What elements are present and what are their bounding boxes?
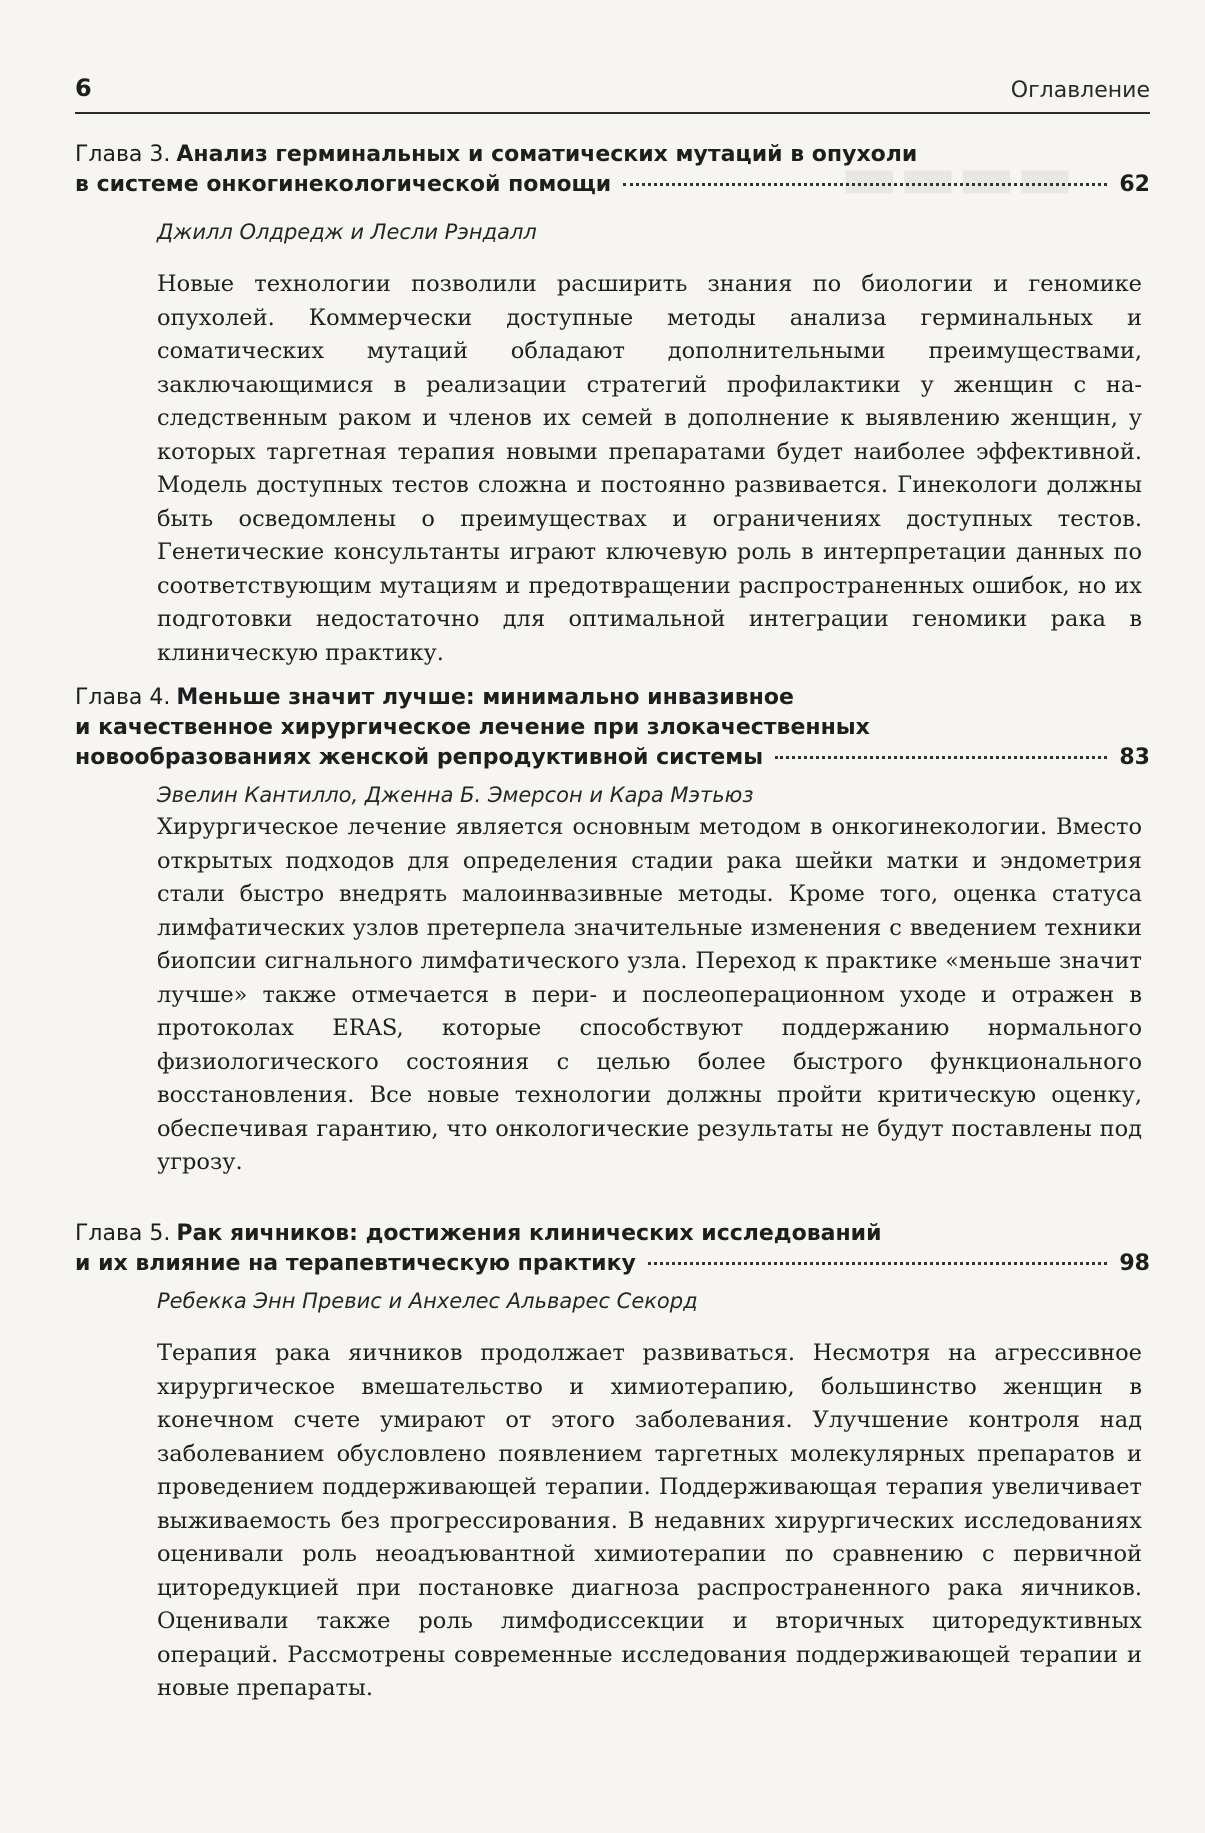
chapter-authors: Ребекка Энн Превис и Анхелес Альварес Секорд (157, 1289, 698, 1313)
chapter-title (75, 683, 1150, 773)
chapter-page-number: 62 (1119, 172, 1150, 197)
chapter-title-line: и их влияние на терапевтическую практику (75, 1251, 636, 1276)
toc-entry-chapter-5 (75, 1219, 1150, 1706)
chapter-title-line: новообразованиях женской репродуктивной системы (75, 745, 764, 770)
chapter-title-line: и качественное хирургическое лечение при злокачественных (75, 715, 870, 740)
chapter-label: Глава 4. (75, 685, 171, 710)
chapter-abstract: Терапия рака яичников продолжает развиваться. Несмотря на агрессивное хирургическое вмешательство и химиотерапию, большинство женщин в конечном счете умирают от этого заболевания. Улучшение контроля над заболеванием обусловлено появлением таргетных молекулярных препаратов и проведением поддерживающей терапии. Поддерживающая терапия увеличивает выживаемость без прогрессирования. В недавних хирургических исследованиях оценивали роль неоадъювантной химиотерапии по сравнению с первичной циторедукцией при постановке диагноза распространенного рака яичников. Оценивали также роль лимфодиссекции и вторичных циторедуктивных операций. Рассмотрены современные исследования поддерживающей терапии и новые препараты. (157, 1340, 1142, 1701)
dot-leader (648, 1262, 1108, 1265)
chapter-authors: Эвелин Кантилло, Дженна Б. Эмерсон и Кара Мэтьюз (157, 783, 754, 807)
dot-leader (623, 183, 1107, 186)
bleed-through-text: ▬▬▬▬ (840, 140, 1075, 213)
page-number: 6 (75, 74, 92, 102)
toc-entry-chapter-4 (75, 683, 1150, 1180)
toc-entry-chapter-3 (75, 140, 1150, 670)
chapter-title-line: в системе онкогинекологической помощи (75, 172, 612, 197)
chapter-title-line: Меньше значит лучше: минимально инвазивное (176, 685, 794, 710)
chapter-title (75, 140, 1150, 200)
chapter-page-number: 83 (1119, 745, 1150, 770)
chapter-authors: Джилл Олдредж и Лесли Рэндалл (157, 220, 537, 244)
chapter-label: Глава 3. (75, 142, 171, 167)
chapter-label: Глава 5. (75, 1221, 171, 1246)
page-header (75, 72, 1150, 114)
chapter-title (75, 1219, 1150, 1279)
chapter-abstract: Новые технологии позволили расширить знания по биологии и геномике опухолей. Коммерчески доступные методы анализа герминальных и соматических мутаций обладают дополнительными преимуществами, заключающимися в реализации стратегий профилактики у женщин с наследственным раком и членов их семей в дополнение к выявлению женщин, у которых таргетная терапия новыми препаратами будет наиболее эффективной. Модель доступных тестов сложна и постоянно развивается. Гинекологи должны быть осведомлены о преимуществах и ограничениях доступных тестов. Генетические консультанты играют ключевую роль в интерпретации данных по соответствующим мутациям и предотвращении распространенных ошибок, но их подготовки недостаточно для оптимальной интеграции геномики рака в клиническую практику. (157, 271, 1142, 666)
dot-leader (775, 756, 1107, 759)
chapter-page-number: 98 (1119, 1251, 1150, 1276)
running-head: Оглавление (1010, 78, 1150, 103)
chapter-title-line: Рак яичников: достижения клинических исследований (176, 1221, 882, 1246)
chapter-title-line: Анализ герминальных и соматических мутаций в опухоли (176, 142, 918, 167)
chapter-abstract: Хирургическое лечение является основным методом в онкогинекологии. Вместо открытых подходов для определения стадии рака шейки матки и эндометрия стали быстро внедрять малоинвазивные методы. Кроме того, оценка статуса лимфатических узлов претерпела значительные изменения с введением техники биопсии сигнального лимфатического узла. Переход к практике «меньше значит лучше» также отмечается в пери- и послеоперационном уходе и отражен в протоколах ERAS, которые способствуют поддержанию нормального физиологического состояния с целью более быстрого функционального восстановления. Все новые технологии должны пройти критическую оценку, обеспечивая гарантию, что онкологические результаты не будут поставлены под угрозу. (157, 814, 1142, 1175)
